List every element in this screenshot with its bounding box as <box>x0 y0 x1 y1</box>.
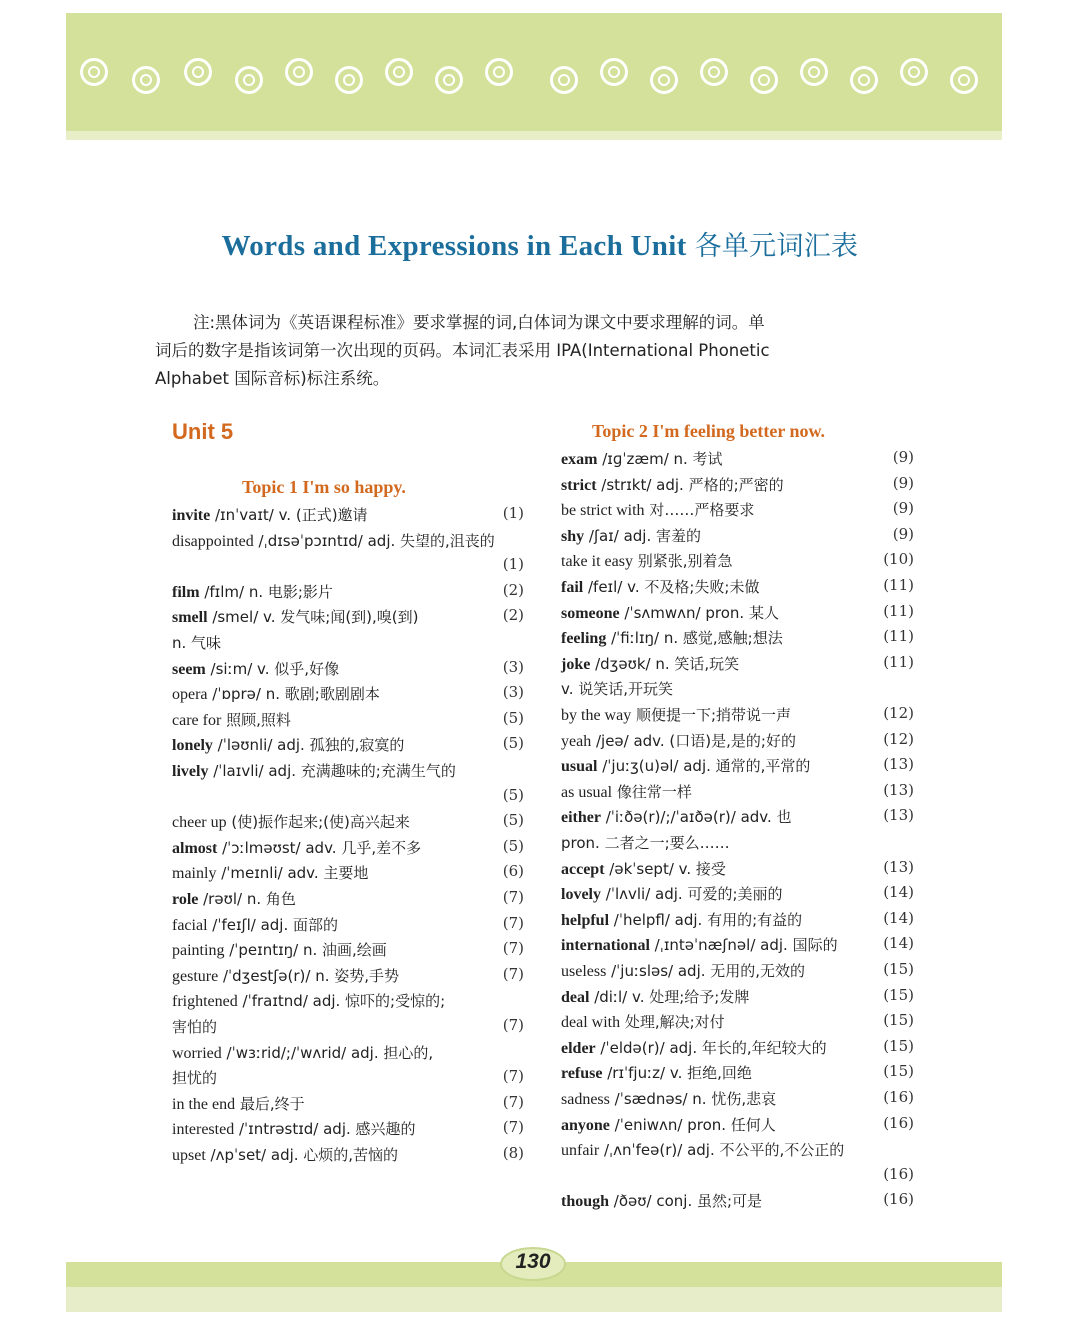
vocab-headword: refuse <box>561 1065 603 1083</box>
ring-ornament <box>235 66 263 94</box>
vocab-headword: painting <box>172 942 225 960</box>
vocab-definition: /ˈfraɪtnd/ adj. 惊吓的;受惊的; <box>237 992 446 1011</box>
vocab-entry <box>172 1118 416 1139</box>
vocab-entry <box>561 1011 725 1032</box>
ring-ornament <box>900 58 928 86</box>
vocab-headword: shy <box>561 527 585 545</box>
vocab-headword: upset <box>172 1147 206 1164</box>
vocab-headword: opera <box>172 686 208 704</box>
vocab-headword: lonely <box>172 737 213 755</box>
vocab-definition: /ˈləʊnli/ adj. 孤独的,寂寞的 <box>212 736 405 755</box>
vocab-page-ref: (16) <box>883 1113 914 1132</box>
vocab-page-ref: (14) <box>883 934 914 953</box>
vocab-entry <box>172 530 495 551</box>
vocab-headword: gesture <box>172 967 219 985</box>
ring-ornament <box>335 66 363 94</box>
vocab-entry <box>561 576 759 597</box>
vocab-page-ref: (7) <box>502 964 524 983</box>
vocab-headword: useless <box>561 963 607 980</box>
ring-ornament <box>750 66 778 94</box>
vocab-headword: helpful <box>561 911 610 929</box>
vocab-headword: invite <box>172 507 211 524</box>
vocab-entry <box>561 1062 752 1083</box>
vocab-entry <box>561 832 730 853</box>
ring-ornament <box>385 58 413 86</box>
vocab-entry <box>172 760 456 781</box>
vocab-page-ref: (6) <box>502 862 524 881</box>
ring-ornament <box>700 58 728 86</box>
vocab-entry <box>561 858 726 879</box>
vocab-entry <box>561 806 792 827</box>
vocab-definition: /ˈlʌvli/ adj. 可爱的;美丽的 <box>601 885 783 904</box>
vocab-page-ref: (3) <box>502 683 524 702</box>
vocab-entry <box>561 550 733 571</box>
vocab-entry <box>172 606 419 627</box>
ring-ornament <box>650 66 678 94</box>
vocab-headword: disappointed <box>172 532 254 550</box>
vocab-headword: strict <box>561 476 597 494</box>
vocab-page-ref: (14) <box>883 883 914 902</box>
ring-ornament <box>435 66 463 94</box>
vocab-headword: fail <box>561 579 584 596</box>
vocab-definition: /ˈwɜːrid/;/ˈwʌrid/ adj. 担心的, <box>221 1043 434 1062</box>
vocab-page-ref: (15) <box>883 1062 914 1081</box>
vocab-headword: film <box>172 583 200 601</box>
title-chinese: 各单元词汇表 <box>694 231 859 262</box>
vocab-definition: /fɪlm/ n. 电影;影片 <box>199 582 333 601</box>
vocab-headword: almost <box>172 839 218 857</box>
ring-ornament <box>550 66 578 94</box>
vocab-page-ref: (16) <box>883 1164 914 1183</box>
title-english: Words and Expressions in Each Unit <box>221 230 687 262</box>
vocab-headword: usual <box>561 758 598 776</box>
vocab-entry <box>561 909 802 930</box>
vocab-page-ref: (9) <box>892 473 914 492</box>
vocab-page-ref: (12) <box>883 729 914 748</box>
vocab-entry <box>172 990 445 1011</box>
vocab-page-ref: (5) <box>502 785 524 804</box>
vocab-page-ref: (5) <box>502 811 524 830</box>
vocab-headword: be strict with <box>561 502 645 520</box>
vocab-definition: /ˈlaɪvli/ adj. 充满趣味的;充满生气的 <box>208 762 456 780</box>
vocab-page-ref: (3) <box>502 657 524 676</box>
vocab-definition: /ˈɒprə/ n. 歌剧;歌剧剧本 <box>207 685 380 704</box>
vocab-definition: /ˈdʒestʃə(r)/ n. 姿势,手势 <box>218 966 400 985</box>
vocab-definition: 最后,终于 <box>235 1094 305 1113</box>
footer-bar-lower <box>66 1287 1002 1312</box>
vocab-entry <box>172 632 221 653</box>
vocab-definition: /smel/ v. 发气味;闻(到),嗅(到) <box>207 608 419 627</box>
vocab-definition: /ˈeniwʌn/ pron. 任何人 <box>609 1115 776 1134</box>
vocab-page-ref: (13) <box>883 780 914 799</box>
vocab-headword: anyone <box>561 1116 610 1134</box>
vocab-definition: /ˈsædnəs/ n. 忧伤,悲哀 <box>609 1090 777 1108</box>
vocab-definition: /ˈjuːʒ(u)əl/ adj. 通常的,平常的 <box>597 757 811 776</box>
page-title <box>0 224 1080 263</box>
vocab-page-ref: (11) <box>883 576 914 594</box>
vocab-definition: /ɪnˈvaɪt/ v. (正式)邀请 <box>210 506 368 524</box>
vocab-page-ref: (11) <box>883 627 914 646</box>
vocab-entry <box>561 1190 762 1211</box>
note-line: 注:黑体词为《英语课程标准》要求掌握的词,白体词为课文中要求理解的词。单 <box>193 313 765 332</box>
vocab-headword: exam <box>561 451 598 468</box>
vocab-definition: v. 说笑话,开玩笑 <box>561 680 674 699</box>
vocab-definition: /əkˈsept/ v. 接受 <box>604 859 726 878</box>
vocab-entry <box>561 1037 827 1058</box>
vocab-page-ref: (15) <box>883 1011 914 1030</box>
ring-ornament <box>184 58 212 86</box>
ring-ornament <box>600 58 628 86</box>
vocab-entry <box>561 1114 776 1135</box>
vocab-page-ref: (15) <box>883 985 914 1004</box>
vocab-definition: /diːl/ v. 处理;给予;发牌 <box>589 987 750 1006</box>
vocab-page-ref: (5) <box>502 836 524 855</box>
vocab-entry <box>561 499 754 520</box>
vocab-definition: /ˈfiːlɪŋ/ n. 感觉,感触;想法 <box>606 629 783 648</box>
vocab-entry <box>172 965 399 986</box>
vocab-headword: someone <box>561 604 620 622</box>
vocab-headword: interested <box>172 1121 235 1139</box>
vocab-headword: deal <box>561 988 590 1006</box>
vocab-entry <box>172 1093 305 1114</box>
vocab-headword: care for <box>172 711 222 729</box>
vocab-definition: 顺便提一下;捎带说一声 <box>631 706 792 724</box>
vocab-page-ref: (14) <box>883 908 914 927</box>
vocab-definition: pron. 二者之一;要么…… <box>561 834 730 852</box>
vocab-headword: unfair <box>561 1142 600 1160</box>
vocab-page-ref: (11) <box>883 652 914 671</box>
vocab-entry <box>561 781 692 802</box>
vocab-definition: /siːm/ v. 似乎,好像 <box>205 659 340 678</box>
vocab-headword: international <box>561 937 650 955</box>
vocab-entry <box>172 1067 217 1088</box>
vocab-headword: joke <box>561 655 591 673</box>
vocab-entry <box>561 934 838 955</box>
vocab-page-ref: (16) <box>883 1088 914 1106</box>
vocab-headword: by the way <box>561 707 632 724</box>
ring-ornament <box>132 66 160 94</box>
vocab-definition: /strɪkt/ adj. 严格的;严密的 <box>596 475 784 494</box>
vocab-definition: /ðəʊ/ conj. 虽然;可是 <box>609 1192 763 1211</box>
vocab-definition: /feɪl/ v. 不及格;失败;未做 <box>583 578 760 596</box>
vocab-entry <box>561 678 673 699</box>
vocab-definition: 像往常一样 <box>612 782 692 801</box>
vocab-page-ref: (11) <box>883 601 914 620</box>
vocab-entry <box>172 837 421 858</box>
vocab-entry <box>561 1139 844 1160</box>
vocab-headword: lovely <box>561 886 601 904</box>
ring-ornament <box>80 58 108 86</box>
vocab-definition: 担忧的 <box>172 1069 218 1088</box>
vocab-definition: /rɪˈfjuːz/ v. 拒绝,回绝 <box>602 1064 752 1083</box>
vocab-entry <box>561 986 749 1007</box>
vocab-page-ref: (5) <box>502 708 524 727</box>
vocab-entry <box>172 862 368 883</box>
vocab-definition: /ˈfeɪʃl/ adj. 面部的 <box>207 915 339 934</box>
vocab-page-ref: (8) <box>502 1144 524 1162</box>
vocab-definition: 别紧张,别着急 <box>632 552 733 571</box>
vocab-page-ref: (7) <box>502 888 524 906</box>
vocab-entry <box>172 1144 398 1165</box>
vocab-headword: in the end <box>172 1095 236 1113</box>
vocab-headword: take it easy <box>561 553 633 571</box>
vocab-headword: frightened <box>172 993 238 1011</box>
page-number: 130 <box>515 1250 551 1273</box>
vocab-page-ref: (7) <box>502 1016 524 1034</box>
vocab-definition: /rəʊl/ n. 角色 <box>198 890 296 908</box>
vocab-definition: /ˈhelpfl/ adj. 有用的;有益的 <box>609 910 803 929</box>
vocab-definition: /ˈɔːlməʊst/ adv. 几乎,差不多 <box>217 838 422 857</box>
vocab-entry <box>561 883 783 904</box>
vocab-page-ref: (9) <box>892 499 914 518</box>
vocab-definition: (使)振作起来;(使)高兴起来 <box>226 813 410 832</box>
vocab-page-ref: (15) <box>883 1036 914 1055</box>
vocab-entry <box>561 704 791 725</box>
vocab-definition: /ˌɪntəˈnæʃnəl/ adj. 国际的 <box>649 936 838 955</box>
vocab-page-ref: (2) <box>502 606 524 625</box>
vocab-headword: elder <box>561 1039 596 1057</box>
vocab-page-ref: (2) <box>502 580 524 599</box>
vocab-headword: either <box>561 809 601 827</box>
vocab-entry <box>172 811 410 832</box>
vocab-headword: deal with <box>561 1014 621 1032</box>
vocab-headword: yeah <box>561 732 592 750</box>
vocab-page-ref: (1) <box>502 504 524 522</box>
vocab-definition: 害怕的 <box>172 1018 218 1036</box>
vocab-headword: mainly <box>172 865 217 883</box>
vocab-definition: /ɪɡˈzæm/ n. 考试 <box>597 450 723 468</box>
vocab-definition: /ˈiːðə(r)/;/ˈaɪðə(r)/ adv. 也 <box>600 808 792 827</box>
vocab-definition: /ˈɪntrəstɪd/ adj. 感兴趣的 <box>234 1120 416 1139</box>
vocab-page-ref: (12) <box>883 704 914 722</box>
vocab-entry <box>172 658 339 679</box>
vocab-entry <box>561 1088 776 1109</box>
vocab-page-ref: (7) <box>502 913 524 932</box>
vocab-entry <box>172 888 296 909</box>
vocab-definition: /ˌʌnˈfeə(r)/ adj. 不公平的,不公正的 <box>599 1141 845 1160</box>
vocab-page-ref: (13) <box>883 755 914 774</box>
ring-ornament <box>800 58 828 86</box>
vocab-headword: role <box>172 891 199 908</box>
vocab-definition: /ˌdɪsəˈpɔɪntɪd/ adj. 失望的,沮丧的 <box>253 531 495 550</box>
vocab-entry <box>561 960 805 981</box>
vocab-headword: feeling <box>561 630 607 648</box>
vocab-page-ref: (7) <box>502 1092 524 1111</box>
note-paragraph <box>155 309 915 393</box>
vocab-page-ref: (7) <box>502 1118 524 1137</box>
vocab-page-ref: (13) <box>883 857 914 876</box>
vocab-page-ref: (16) <box>883 1190 914 1209</box>
vocab-entry <box>561 602 779 623</box>
vocab-headword: lively <box>172 763 209 780</box>
vocab-headword: seem <box>172 660 206 678</box>
vocab-definition: 处理,解决;对付 <box>620 1013 725 1032</box>
topic-2-heading: Topic 2 I'm feeling better now. <box>592 421 825 441</box>
vocab-entry <box>172 939 387 960</box>
vocab-headword: though <box>561 1193 610 1211</box>
ring-ornament <box>850 66 878 94</box>
vocab-definition: /dʒəʊk/ n. 笑话,玩笑 <box>590 654 740 673</box>
ring-ornament <box>950 66 978 94</box>
vocab-definition: /ʌpˈset/ adj. 心烦的,苦恼的 <box>205 1146 399 1164</box>
vocab-entry <box>561 525 701 546</box>
vocab-definition: 对……严格要求 <box>644 501 755 520</box>
vocab-entry <box>561 474 784 495</box>
vocab-entry <box>561 653 739 674</box>
vocab-entry <box>172 504 368 525</box>
vocab-entry <box>172 709 291 730</box>
vocab-entry <box>172 581 333 602</box>
vocab-headword: sadness <box>561 1091 610 1108</box>
vocab-page-ref: (13) <box>883 806 914 825</box>
vocab-definition: /ˈeldə(r)/ adj. 年长的,年纪较大的 <box>595 1038 827 1057</box>
ring-ornament <box>485 58 513 86</box>
vocab-headword: smell <box>172 609 208 627</box>
vocab-headword: cheer up <box>172 814 227 832</box>
vocab-page-ref: (15) <box>883 960 914 978</box>
vocab-page-ref: (7) <box>502 1067 524 1086</box>
vocab-entry <box>172 1042 433 1063</box>
vocab-headword: accept <box>561 860 605 878</box>
vocab-definition: /ʃaɪ/ adj. 害羞的 <box>584 526 701 545</box>
vocab-entry <box>172 734 404 755</box>
vocab-entry <box>561 755 810 776</box>
vocab-definition: /ˈpeɪntɪŋ/ n. 油画,绘画 <box>224 941 387 960</box>
vocab-definition: 照顾,照料 <box>221 710 291 729</box>
ring-ornament <box>285 58 313 86</box>
vocab-entry <box>172 1016 217 1037</box>
vocab-entry <box>561 627 783 648</box>
vocab-definition: n. 气味 <box>172 634 222 652</box>
note-line: Alphabet 国际音标)标注系统。 <box>155 369 390 388</box>
top-banner-strip <box>66 131 1002 140</box>
vocab-definition: /ˈjuːsləs/ adj. 无用的,无效的 <box>606 962 806 980</box>
vocab-page-ref: (5) <box>502 734 524 753</box>
vocab-page-ref: (9) <box>892 524 914 543</box>
topic-1-heading: Topic 1 I'm so happy. <box>242 477 406 497</box>
vocab-definition: /jeə/ adv. (口语)是,是的;好的 <box>591 731 796 750</box>
vocab-entry <box>172 683 380 704</box>
ring-decoration <box>80 58 990 98</box>
vocab-page-ref: (9) <box>892 448 914 466</box>
vocab-definition: /ˈmeɪnli/ adv. 主要地 <box>216 864 369 883</box>
vocab-entry <box>172 914 338 935</box>
vocab-definition: /ˈsʌmwʌn/ pron. 某人 <box>619 603 779 622</box>
vocab-headword: facial <box>172 916 208 934</box>
vocab-page-ref: (1) <box>502 555 524 574</box>
vocab-entry <box>561 448 723 469</box>
vocab-page-ref: (7) <box>502 939 524 958</box>
vocab-entry <box>561 730 796 751</box>
vocab-headword: as usual <box>561 783 613 801</box>
unit-heading: Unit 5 <box>172 419 234 444</box>
note-line: 词后的数字是指该词第一次出现的页码。本词汇表采用 IPA(International Phonetic <box>155 341 770 360</box>
vocab-headword: worried <box>172 1044 222 1062</box>
vocab-page-ref: (10) <box>883 550 914 569</box>
